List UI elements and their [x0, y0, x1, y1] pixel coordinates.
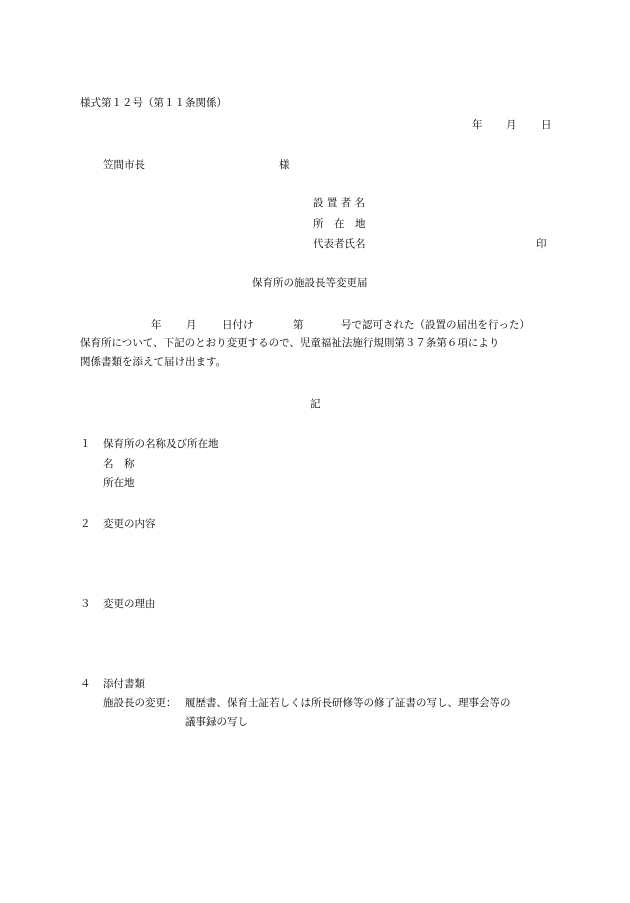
section-heading: 保育所の名称及び所在地 — [103, 438, 219, 450]
addressee-honorific: 様 — [279, 159, 290, 171]
representative-name-label: 代表者氏名 — [313, 238, 366, 250]
date-month: 月 — [506, 119, 517, 131]
section-number: ２ — [80, 518, 91, 530]
body-line2: 保育所について、下記のとおり変更するので、児童福祉法施行規則第３７条第６項により — [80, 337, 500, 349]
addressee-name: 笠間市長 — [103, 159, 145, 171]
body-dated: 日付け — [222, 319, 254, 331]
ki-heading: 記 — [310, 398, 321, 410]
founder-name-label: 設 置 者 名 — [313, 197, 366, 209]
section-heading: 変更の理由 — [103, 598, 156, 610]
section-number: ３ — [80, 598, 91, 610]
body-year: 年 — [151, 319, 162, 331]
form-number: 様式第１２号（第１１条関係） — [80, 97, 227, 109]
seal-mark: 印 — [536, 238, 547, 250]
date-year: 年 — [472, 119, 483, 131]
section-field-name: 名 称 — [103, 458, 135, 470]
body-number-prefix: 第 — [293, 319, 304, 331]
section-number: ４ — [80, 678, 91, 690]
section-heading: 変更の内容 — [103, 518, 156, 530]
attachment-label: 施設長の変更： — [103, 697, 177, 709]
section-heading: 添付書類 — [103, 678, 145, 690]
body-line1-rest: 号で認可された（設置の届出を行った） — [341, 319, 530, 331]
document-title: 保育所の施設長等変更届 — [252, 277, 368, 289]
attachment-line2: 議事録の写し — [185, 716, 248, 728]
body-month: 月 — [186, 319, 197, 331]
attachment-line1: 履歴書、保育士証若しくは所長研修等の修了証書の写し、理事会等の — [185, 697, 511, 709]
section-number: １ — [80, 438, 91, 450]
date-day: 日 — [541, 119, 552, 131]
address-label: 所 在 地 — [313, 218, 366, 230]
section-field-address: 所在地 — [103, 477, 135, 489]
body-line3: 関係書類を添えて届け出ます。 — [80, 356, 227, 368]
